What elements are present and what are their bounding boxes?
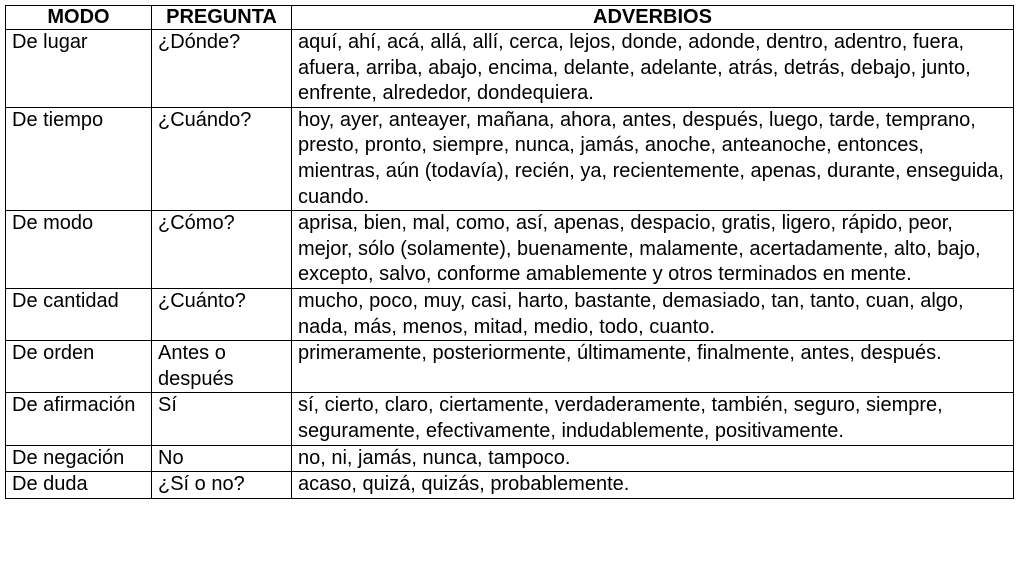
cell-pregunta: ¿Cómo? (152, 211, 292, 289)
cell-modo: De tiempo (6, 107, 152, 210)
table-row (6, 107, 1014, 210)
cell-adverbios: no, ni, jamás, nunca, tampoco. (292, 445, 1014, 472)
table-row (6, 288, 1014, 340)
cell-modo: De afirmación (6, 393, 152, 445)
cell-modo: De duda (6, 472, 152, 499)
header-row (6, 6, 1014, 30)
cell-adverbios: aquí, ahí, acá, allá, allí, cerca, lejos, donde, adonde, dentro, adentro, fuera, afuera, arriba, abajo, encima, delante, adelante, atrás, detrás, debajo, junto, enfrente, alrededor, dondequiera. (292, 30, 1014, 108)
cell-adverbios: acaso, quizá, quizás, probablemente. (292, 472, 1014, 499)
cell-pregunta: ¿Dónde? (152, 30, 292, 108)
cell-adverbios: sí, cierto, claro, ciertamente, verdaderamente, también, seguro, siempre, seguramente, efectivamente, indudablemente, positivamente. (292, 393, 1014, 445)
table-row (6, 393, 1014, 445)
header-modo: MODO (6, 6, 152, 30)
cell-pregunta: ¿Cuánto? (152, 288, 292, 340)
cell-pregunta: Sí (152, 393, 292, 445)
cell-adverbios: hoy, ayer, anteayer, mañana, ahora, antes, después, luego, tarde, temprano, presto, pronto, siempre, nunca, jamás, anoche, anteanoche, entonces, mientras, aún (todavía), recién, ya, recientemente, apenas, durante, enseguida, cuando. (292, 107, 1014, 210)
cell-modo: De negación (6, 445, 152, 472)
table-row (6, 341, 1014, 393)
cell-modo: De modo (6, 211, 152, 289)
cell-pregunta: ¿Sí o no? (152, 472, 292, 499)
cell-adverbios: primeramente, posteriormente, últimamente, finalmente, antes, después. (292, 341, 1014, 393)
cell-modo: De lugar (6, 30, 152, 108)
table-row (6, 30, 1014, 108)
cell-adverbios: aprisa, bien, mal, como, así, apenas, despacio, gratis, ligero, rápido, peor, mejor, sólo (solamente), buenamente, malamente, acertadamente, alto, bajo, excepto, salvo, conforme amablemente y otros terminados en mente. (292, 211, 1014, 289)
table-row (6, 445, 1014, 472)
header-adverbios: ADVERBIOS (292, 6, 1014, 30)
table-row (6, 211, 1014, 289)
table-row (6, 472, 1014, 499)
cell-pregunta: No (152, 445, 292, 472)
cell-modo: De orden (6, 341, 152, 393)
header-pregunta: PREGUNTA (152, 6, 292, 30)
cell-modo: De cantidad (6, 288, 152, 340)
cell-pregunta: ¿Cuándo? (152, 107, 292, 210)
adverbs-table (5, 5, 1014, 499)
cell-adverbios: mucho, poco, muy, casi, harto, bastante, demasiado, tan, tanto, cuan, algo, nada, más, menos, mitad, medio, todo, cuanto. (292, 288, 1014, 340)
cell-pregunta: Antes o después (152, 341, 292, 393)
